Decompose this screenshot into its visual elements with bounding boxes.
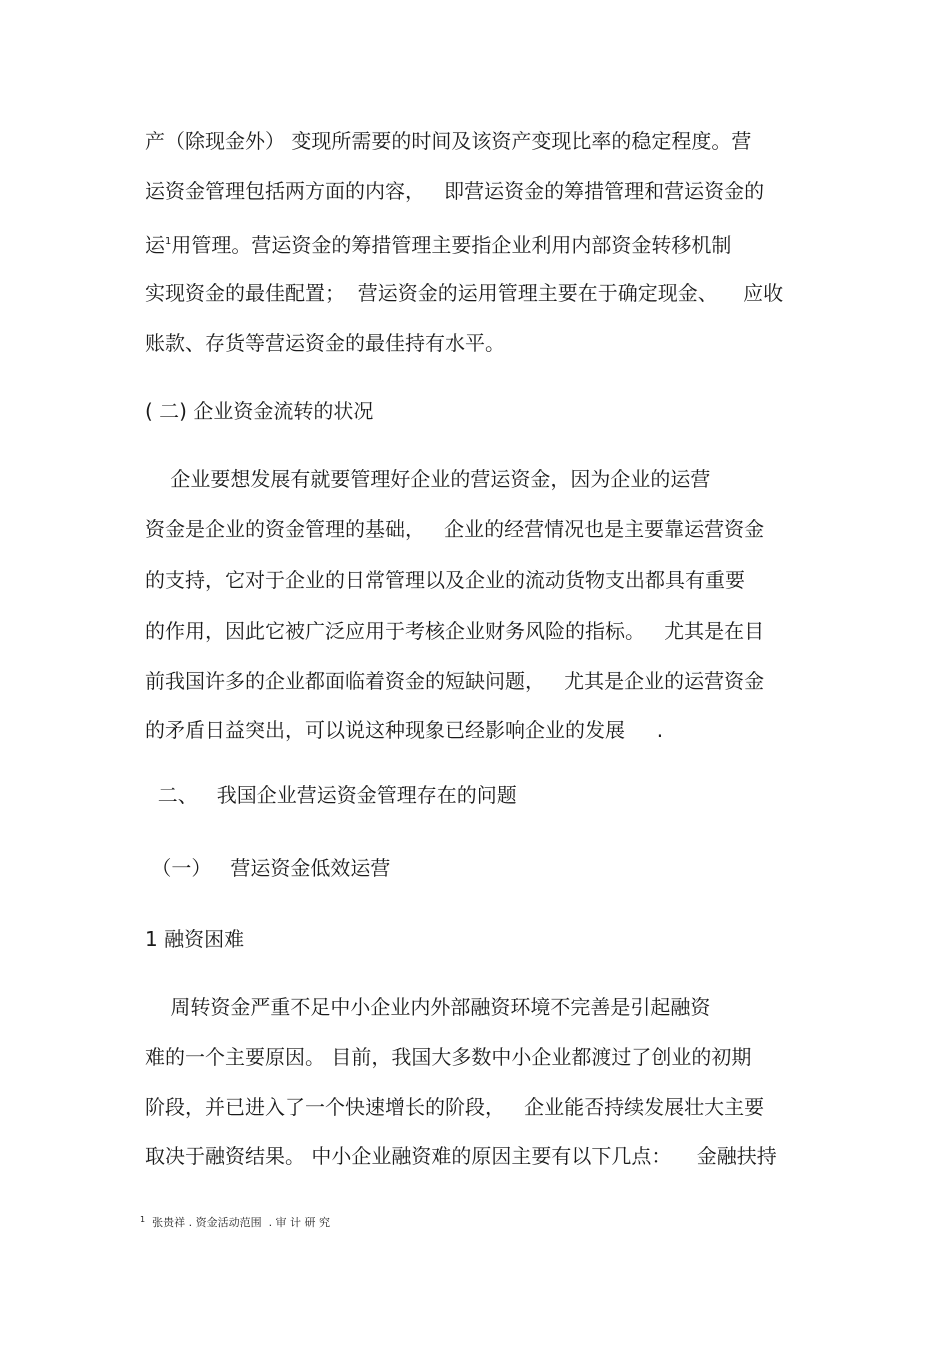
paragraph3-line2: 难的一个主要原因。 目前，我国大多数中小企业都渡过了创业的初期: [145, 1045, 752, 1069]
item-heading: 1 融资困难: [145, 927, 245, 951]
paragraph2-line6: 的矛盾日益突出，可以说这种现象已经影响企业的发展 .: [145, 718, 664, 742]
sub-heading: （一） 营运资金低效运营: [145, 856, 391, 880]
paragraph1-line3-rest: 用管理。营运资金的筹措管理主要指企业利用内部资金转移机制: [171, 233, 732, 257]
paragraph2-line4: 的作用，因此它被广泛应用于考核企业财务风险的指标。 尤其是在目: [145, 619, 765, 643]
paragraph2-line1: 企业要想发展有就要管理好企业的营运资金，因为企业的运营: [145, 467, 711, 491]
paragraph1-line3-start: 运: [145, 233, 165, 257]
footnote: [140, 1212, 330, 1231]
paragraph2-line3: 的支持，它对于企业的日常管理以及企业的流动货物支出都具有重要: [145, 568, 745, 592]
section-heading: 二、 我国企业营运资金管理存在的问题: [145, 783, 517, 807]
subheading-capital-flow: ( 二) 企业资金流转的状况: [145, 399, 374, 423]
paragraph3-line4: 取决于融资结果。 中小企业融资难的原因主要有以下几点： 金融扶持: [145, 1144, 777, 1168]
paragraph3-line3: 阶段，并已进入了一个快速增长的阶段， 企业能否持续发展壮大主要: [145, 1095, 765, 1119]
footnote-mark: 1: [140, 1215, 146, 1224]
paragraph1-line4: 实现资金的最佳配置； 营运资金的运用管理主要在于确定现金、 应收: [145, 281, 784, 305]
paragraph3-line1: 周转资金严重不足中小企业内外部融资环境不完善是引起融资: [145, 995, 711, 1019]
paragraph2-line5: 前我国许多的企业都面临着资金的短缺问题， 尤其是企业的运营资金: [145, 669, 765, 693]
paragraph1-line3: [145, 228, 731, 259]
paragraph2-line2: 资金是企业的资金管理的基础， 企业的经营情况也是主要靠运营资金: [145, 517, 765, 541]
paragraph1-line2: 运资金管理包括两方面的内容， 即营运资金的筹措管理和营运资金的: [145, 179, 765, 203]
paragraph1-line1: 产（除现金外） 变现所需要的时间及该资产变现比率的稳定程度。营: [145, 129, 752, 153]
footnote-reference: 1: [165, 236, 172, 247]
footnote-text: 张贵祥 . 资金活动范围 . 审 计 研 究: [145, 1216, 331, 1229]
paragraph1-line5: 账款、存货等营运资金的最佳持有水平。: [145, 331, 505, 355]
